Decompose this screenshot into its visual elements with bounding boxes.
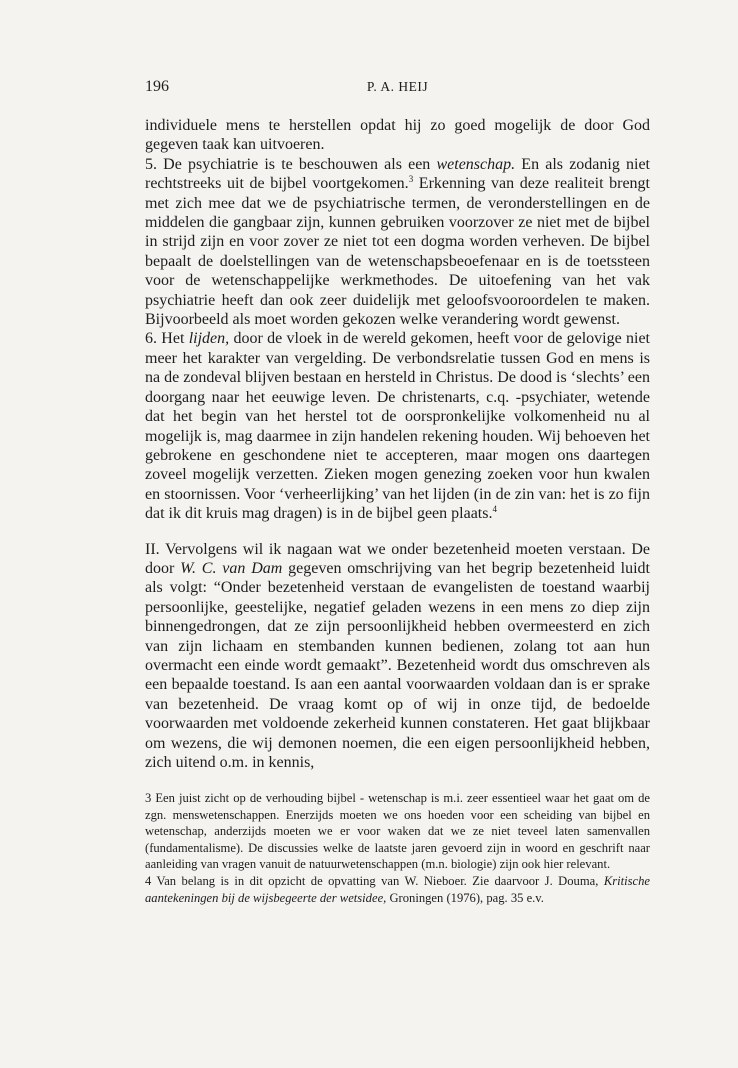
footnote-4: 4 Van belang is in dit opzicht de opvatting van W. Nieboer. Zie daarvoor J. Douma, Kritische aantekeningen bij de wijsbegeerte der wetsidee, Groningen (1976), pag. 35 e.v. <box>145 873 650 905</box>
emphasis: lijden, <box>188 330 230 348</box>
footnote-3: 3 Een juist zicht op de verhouding bijbel - wetenschap is m.i. zeer essentieel waar het gaat om de zgn. menswetenschappen. Enerzijds moeten we ons hoeden voor een scheiding van bijbel en wetenschap, anderzijds moeten we er voor waken dat we ze niet teveel laten samenvallen (fundamentalisme). De discussies welke de laatste jaren gevoerd zijn in woord en geschrift naar aanleiding van vragen vanuit de natuurwetenschappen (m.n. biologie) zijn ook hier relevant. <box>145 791 650 872</box>
paragraph-section-ii: II. Vervolgens wil ik nagaan wat we onder bezetenheid moeten verstaan. De door W. C. van Dam gegeven omschrijving van het begrip bezetenheid luidt als volgt: “Onder bezetenheid verstaan de evangelisten de toestand waarbij persoonlijke, geestelijke, negatief geladen wezens in een mens zo diep zijn binnengedrongen, dat ze zijn persoonlijkheid hebben overmeesterd en zich van zijn lichaam en stembanden kunnen bedienen, zolang tot aan hun overmacht een einde wordt gemaakt”. Bezetenheid wordt dus omschreven als een bepaalde toestand. Is aan een aantal voorwaarden voldaan dan is er sprake van bezetenheid. De vraag komt op of wij in onze tijd, de bedoelde voorwaarden met voldoende zekerheid kunnen constateren. Het gaat blijkbaar om wezens, die wij demonen noemen, die een eigen persoonlijkheid hebben, zich uitend o.m. in kennis, <box>145 540 651 771</box>
body-text <box>145 116 650 772</box>
footnotes <box>145 790 650 906</box>
page-number: 196 <box>145 78 169 95</box>
footnote-ref-3[interactable]: 3 <box>408 174 414 185</box>
footnote-ref-4[interactable]: 4 <box>492 504 497 515</box>
paragraph-continuation: individuele mens te herstellen opdat hij zo goed mogelijk de door God gegeven taak kan uitvoeren. <box>145 117 650 154</box>
emphasis: Kritische aantekeningen bij de wijsbegeerte der wetsidee, <box>145 873 650 905</box>
emphasis: W. C. van Dam <box>180 559 283 577</box>
paragraph-point-6: 6. Het lijden, door de vloek in de wereld gekomen, heeft voor de gelovige niet meer het karakter van vergelding. De verbondsrelatie tussen God en mens is na de zondeval blijven bestaan en hersteld in Christus. De dood is ‘slechts’ een doorgang naar het eeuwige leven. De christenarts, c.q. -psychiater, wetende dat het begin van het herstel tot de oorspronkelijke volkomenheid nu al mogelijk is, mag daarmee in zijn handelen rekening houden. Wij behoeven het gebrokene en geschondene niet te accepteren, maar mogen ons daartegen zoveel mogelijk verzetten. Zieken mogen genezing zoeken voor hun kwalen en stoornissen. Voor ‘verheerlijking’ van het lijden (in de zin van: het is zo fijn dat ik dit kruis mag dragen) is in de bijbel geen plaats.$^4$ <box>145 330 650 523</box>
running-head: P. A. HEIJ <box>366 79 429 94</box>
emphasis: wetenschap. <box>436 155 516 173</box>
page-header <box>145 78 650 100</box>
paragraph-point-5: 5. De psychiatrie is te beschouwen als een wetenschap. En als zodanig niet rechtstreeks uit de bijbel voortgekomen.$^3$ Erkenning van deze realiteit brengt met zich mee dat we de psychiatrische termen, de veronderstellingen en de middelen die gangbaar zijn, kunnen gebruiken voorzover ze niet met de bijbel in strijd zijn en voor zover ze niet tot een dogma worden verheven. De bijbel bepaalt de doelstellingen van de wetenschapsbeoefenaar en is de toetssteen voor de wetenschappelijke werkmethodes. De uitoefening van het vak psychiatrie heeft dan ook zeer duidelijk met geloofsvooroordelen te maken. Bijvoorbeeld als moet worden gekozen welke verandering wordt gewenst. <box>145 155 650 329</box>
